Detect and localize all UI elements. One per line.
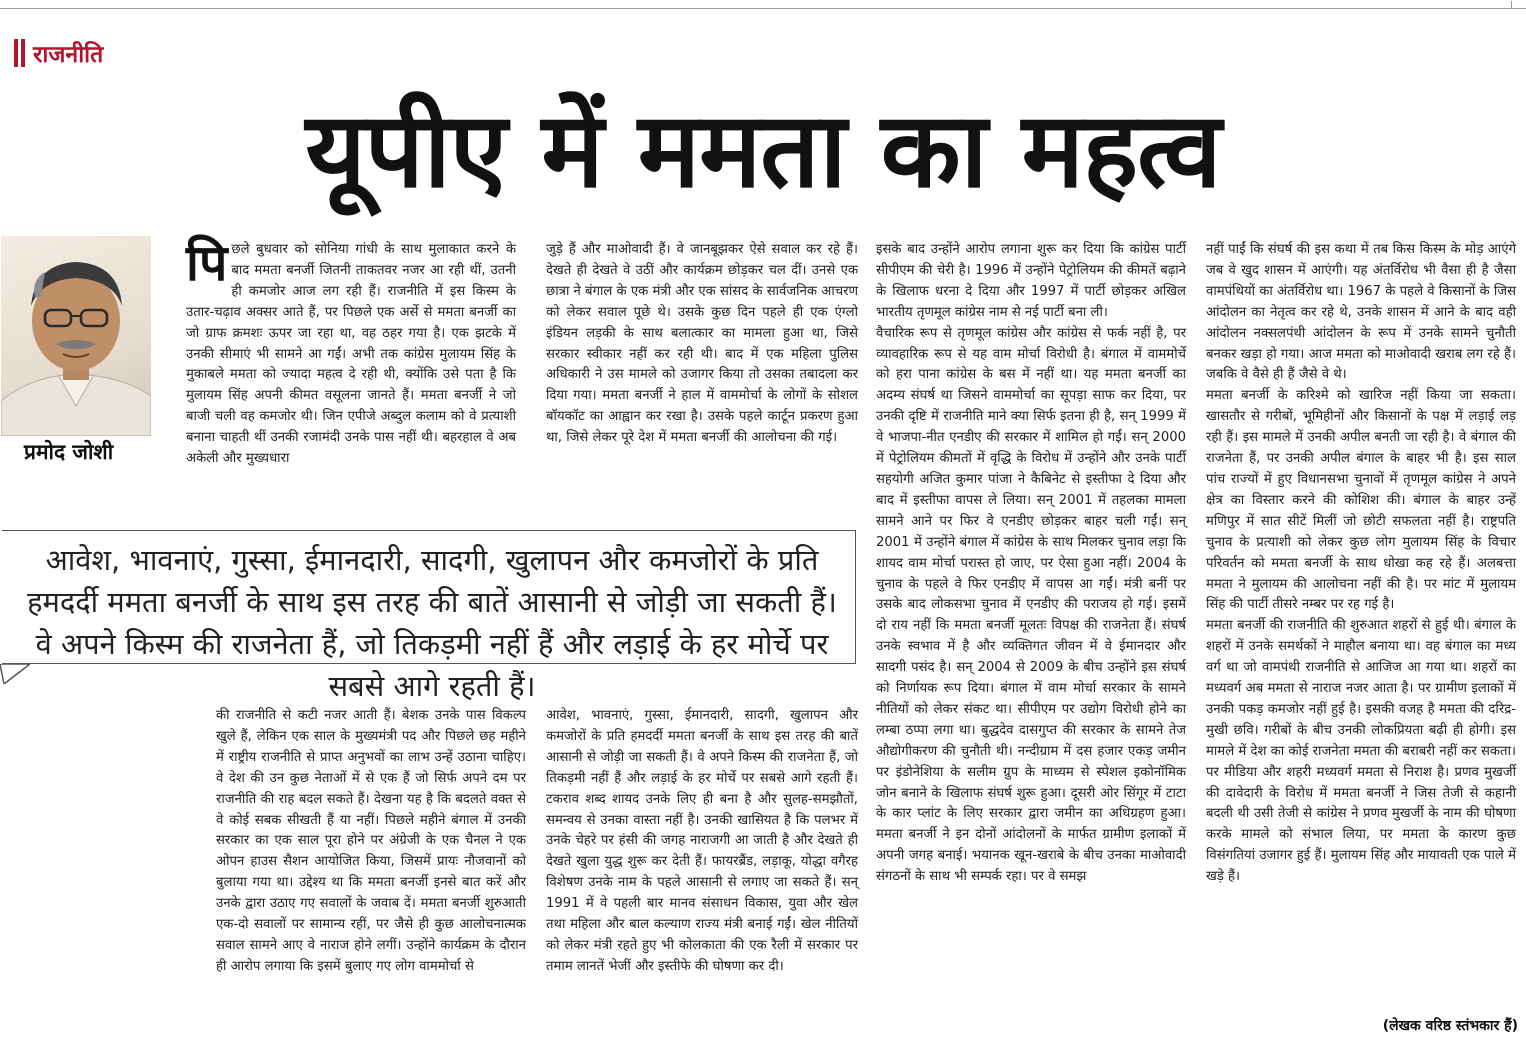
article-column-4: नहीं पाईं कि संघर्ष की इस कथा में तब किस किस्म के मोड़ आएंगे जब वे खुद शासन में आएंगी। यह अंतर्विरोध भी वैसा ही है जैसा वामपंथियों का अंतर्विरोध था। 1967 के पहले वे किसानों के जिस आंदोलन का नेतृत्व कर रहे थे, उनके शासन में आने के बाद वही आंदोलन नक्सलपंथी आंदोलन के रूप में उनके सामने चुनौती बनकर खड़ा हो गया। आज ममता को माओवादी खराब लग रहे हैं। जबकि वे वैसे ही हैं जैसे वे थे। ममता बनर्जी के करिश्मे को खारिज नहीं किया जा सकता। खासतौर से गरीबों, भूमिहीनों और किसानों के पक्ष में लड़ाई लड़ रही हैं। इस मामले में उनकी अपील बनती जा रही है। वे बंगाल की राजनेता हैं, पर उनकी अपील बंगाल के बाहर भी है। इस साल पांच राज्यों में हुए विधानसभा चुनावों में तृणमूल कांग्रेस ने अपने क्षेत्र का विस्तार करने की कोशिश की। बंगाल के बाहर उन्हें मणिपुर में सात सीटें मिलीं जो छोटी सफलता नहीं है। राष्ट्रपति चुनाव के प्रत्याशी को लेकर कुछ लोग मुलायम सिंह के विचार परिवर्तन को ममता बनर्जी के साथ धोखा कह रहे हैं। अलबत्ता ममता ने मुलायम की आलोचना नहीं की है। पर मांट में मुलायम सिंह की पार्टी तीसरे नम्बर पर रह गई है। ममता बनर्जी की राजनीति की शुरुआत शहरों से हुई थी। बंगाल के शहरों में उनके समर्थकों ने माहौल बनाया था। वह बंगाल का मध्य वर्ग था जो वामपंथी राजनीति से आजिज आ गया था। शहरों का मध्यवर्ग अब ममता से नाराज नजर आता है। पर ग्रामीण इलाकों में उनकी पकड़ कमजोर नहीं हुई है। इसकी वजह है ममता की दरिद्र-मुखी छवि। गरीबों के बीच उनकी लोकप्रियता बढ़ी ही होगी। इस मामले में देश का कोई राजनेता ममता की बराबरी नहीं कर सकता। पर मीडिया और शहरी मध्यवर्ग ममता से निराश है। प्रणव मुखर्जी की दावेदारी के विरोध में ममता बनर्जी ने जिस तेजी से कहानी बदली थी उसी तेजी से कांग्रेस ने प्रणव मुखर्जी के नाम की घोषणा करके मामले को संभाल लिया, पर ममता के कारण कुछ विसंगतियां उजागर हुई हैं। मुलायम सिंह और मायावती एक पाले में खड़े हैं। (1206, 242, 1516, 885)
author-name: प्रमोद जोशी (24, 440, 114, 464)
article-column-2-top: जुड़े हैं और माओवादी हैं। वे जानबूझकर ऐसे सवाल कर रहे हैं। देखते ही देखते वे उठीं और कार्यक्रम छोड़कर चल दीं। उनसे एक छात्रा ने बंगाल के एक मंत्री और एक सांसद के सार्वजनिक आचरण को लेकर सवाल पूछे थे। उसके कुछ दिन पहले ही एक एंग्लो इंडियन लड़की के साथ बलात्कार का मामला हुआ था, जिसे सरकार स्वीकार नहीं कर रही थी। बाद में एक महिला पुलिस अधिकारी ने उस मामले को उजागर किया तो उसका तबादला कर दिया गया। ममता बनर्जी ने हाल में वाममोर्चा के लोगों के सोशल बॉयकॉट का आह्वान कर रखा है। उसके पहले कार्टून प्रकरण हुआ था, जिसे लेकर पूरे देश में ममता बनर्जी की आलोचना की गई। (546, 242, 858, 446)
author-photo (1, 236, 151, 436)
pull-quote (2, 530, 856, 703)
section-label: राजनीति (33, 42, 104, 68)
article-column-1-top (186, 234, 516, 512)
quote-tail-icon (0, 664, 30, 684)
drop-cap: पि (186, 234, 228, 292)
section-bars-icon (14, 39, 25, 67)
headline: यूपीए में ममता का महत्व (305, 89, 1221, 211)
article-column-3: इसके बाद उन्होंने आरोप लगाना शुरू कर दिया कि कांग्रेस पार्टी सीपीएम की चेरी है। 1996 में उन्होंने पेट्रोलियम की कीमतें बढ़ाने के खिलाफ धरना दे दिया और 1997 में पार्टी छोड़कर अखिल भारतीय तृणमूल कांग्रेस नाम से नई पार्टी बना ली। वैचारिक रूप से तृणमूल कांग्रेस और कांग्रेस से फर्क नहीं है, पर व्यावहारिक रूप से यह वाम मोर्चा विरोधी है। बंगाल में वाममोर्चे को हरा पाना कांग्रेस के बस में नहीं था। यह ममता बनर्जी का अदम्य संघर्ष था जिसने वाममोर्चा का सूपड़ा साफ कर दिया, पर उनकी दृष्टि में राजनीति माने क्या सिर्फ इतना ही है, सन् 1999 में वे भाजपा-नीत एनडीए की सरकार में शामिल हो गईं। सन् 2000 में पेट्रोलियम कीमतों में वृद्धि के विरोध में उन्होंने और उनके पार्टी सहयोगी अजित कुमार पांजा ने कैबिनेट से इस्तीफा दे दिया और बाद में इस्तीफा वापस ले लिया। सन् 2001 में तहलका मामला सामने आने पर फिर वे एनडीए छोड़कर बाहर चली गईं। सन् 2001 में उन्होंने बंगाल में कांग्रेस के साथ मिलकर चुनाव लड़ा कि शायद वाम मोर्चा परास्त हो जाए, पर ऐसा हुआ नहीं। 2004 के चुनाव के पहले वे फिर एनडीए में वापस आ गईं। मंत्री बनीं पर उसके बाद लोकसभा चुनाव में एनडीए की पराजय हो गई। इसमें दो राय नहीं कि ममता बनर्जी मूलतः विपक्ष की राजनेता हैं। संघर्ष उनके स्वभाव में है और व्यक्तिगत जीवन में वे ईमानदार और सादगी पसंद है। सन् 2004 से 2009 के बीच उन्होंने इस संघर्ष को निर्णायक रूप दिया। बंगाल में वाम मोर्चा सरकार के सामने नीतियों को लेकर संकट था। सीपीएम पर उद्योग विरोधी होने का लम्बा ठप्पा लगा था। बुद्धदेव दासगुप्त की सरकार के सामने तेज औद्योगीकरण की चुनौती थी। नन्दीग्राम में दस हजार एकड़ जमीन पर इंडोनेशिया के सलीम ग्रुप के माध्यम से स्पेशल इकोनॉमिक जोन बनाने के खिलाफ संघर्ष शुरू हुआ। दूसरी ओर सिंगूर में टाटा के कार प्लांट के लिए सरकार द्वारा जमीन का अधिग्रहण हुआ। ममता बनर्जी ने इन दोनों आंदोलनों के मार्फत ग्रामीण इलाकों में अपनी जगह बनाई। भयानक खून-खराबे के बीच उनका माओवादी संगठनों के साथ भी सम्पर्क रहा। पर वे समझ (876, 242, 1186, 885)
section-header (14, 38, 103, 68)
pull-quote-text: आवेश, भावनाएं, गुस्सा, ईमानदारी, सादगी, खुलापन और कमजोरों के प्रति हमदर्दी ममता बनर्जी के साथ इस तरह की बातें आसानी से जोड़ी जा सकती हैं। वे अपने किस्म की राजनेता हैं, जो तिकड़मी नहीं हैं और लड़ाई के हर मोर्चे पर सबसे आगे रहती हैं। (27, 543, 837, 703)
article-column-2-bottom: आवेश, भावनाएं, गुस्सा, ईमानदारी, सादगी, खुलापन और कमजोरों के प्रति हमदर्दी ममता बनर्जी के साथ इस तरह की बातें आसानी से जोड़ी जा सकती हैं। वे अपने किस्म की राजनेता हैं, जो तिकड़मी नहीं हैं और लड़ाई के हर मोर्चे पर सबसे आगे रहती हैं। टकराव शब्द शायद उनके लिए ही बना है और सुलह-समझौतों, समन्वय से उनका वास्ता नहीं है। उनकी खासियत है कि पलभर में उनके चेहरे पर हंसी की जगह नाराजगी आ जाती है और देखते ही देखते खुला युद्ध शुरू कर देती हैं। फायरब्रैंड, लड़ाकू, योद्धा वगैरह विशेषण उनके नाम के पहले आसानी से लगाए जा सकते हैं। सन् 1991 में वे पहली बार मानव संसाधन विकास, युवा और खेल तथा महिला और बाल कल्याण राज्य मंत्री बनाई गईं। खेल नीतियों को लेकर मंत्री रहते हुए भी कोलकाता की एक रैली में सरकार पर तमाम लानतें भेजीं और इस्तीफे की घोषणा कर दी। (546, 708, 858, 974)
column-1-top-text: छले बुधवार को सोनिया गांधी के साथ मुलाकात करने के बाद ममता बनर्जी जितनी ताकतवर नजर आ रही थीं, उतनी ही कमजोर आज लग रही हैं। राजनीति में इस किस्म के उतार-चढ़ाव अक्सर आते हैं, पर पिछले एक अर्से से ममता बनर्जी का जो ग्राफ क्रमशः ऊपर जा रहा था, वह ठहर गया है। एक झटके में उनकी सीमाएं भी सामने आ गईं। अभी तक कांग्रेस मुलायम सिंह के मुकाबले ममता को ज्यादा महत्व दे रही थी, क्योंकि उसे पता है कि मुलायम सिंह अपनी कीमत वसूलना जानते हैं। ममता बनर्जी ने जो बाजी चली वह कमजोर थी। जिन एपीजे अब्दुल कलाम को वे प्रत्याशी बनाना चाहती थीं उनकी रजामंदी उनके पास नहीं थी। बहरहाल वे अब अकेली और मुख्यधारा (186, 242, 516, 467)
author-portrait-icon (1, 236, 151, 436)
top-rule (0, 8, 1526, 9)
article-column-1-bottom: की राजनीति से कटी नजर आती हैं। बेशक उनके पास विकल्प खुले हैं, लेकिन एक साल के मुख्यमंत्री पद और पिछले छह महीने में राष्ट्रीय राजनीति से प्राप्त अनुभवों का लाभ उन्हें उठाना चाहिए। वे देश की उन कुछ नेताओं में से एक हैं जो सिर्फ अपने दम पर राजनीति की राह बदल सकते हैं। देखना यह है कि बदलते वक्त से वे कोई सबक सीखती हैं या नहीं। पिछले महीने बंगाल में उनकी सरकार का एक साल पूरा होने पर अंग्रेजी के एक चैनल ने एक ओपन हाउस सैशन आयोजित किया, जिसमें प्रायः नौजवानों को बुलाया गया था। उद्देश्य था कि ममता बनर्जी इनसे बात करें और उनके द्वारा उठाए गए सवालों के जवाब दें। ममता बनर्जी शुरुआती एक-दो सवालों पर सामान्य रहीं, पर जैसे ही कुछ आलोचनात्मक सवाल सामने आए वे नाराज होने लगीं। उन्होंने कार्यक्रम के दौरान ही आरोप लगाया कि इसमें बुलाए गए लोग वाममोर्चा से (216, 708, 526, 974)
writer-note: (लेखक वरिष्ठ स्तंभकार हैं) (1382, 1018, 1518, 1034)
